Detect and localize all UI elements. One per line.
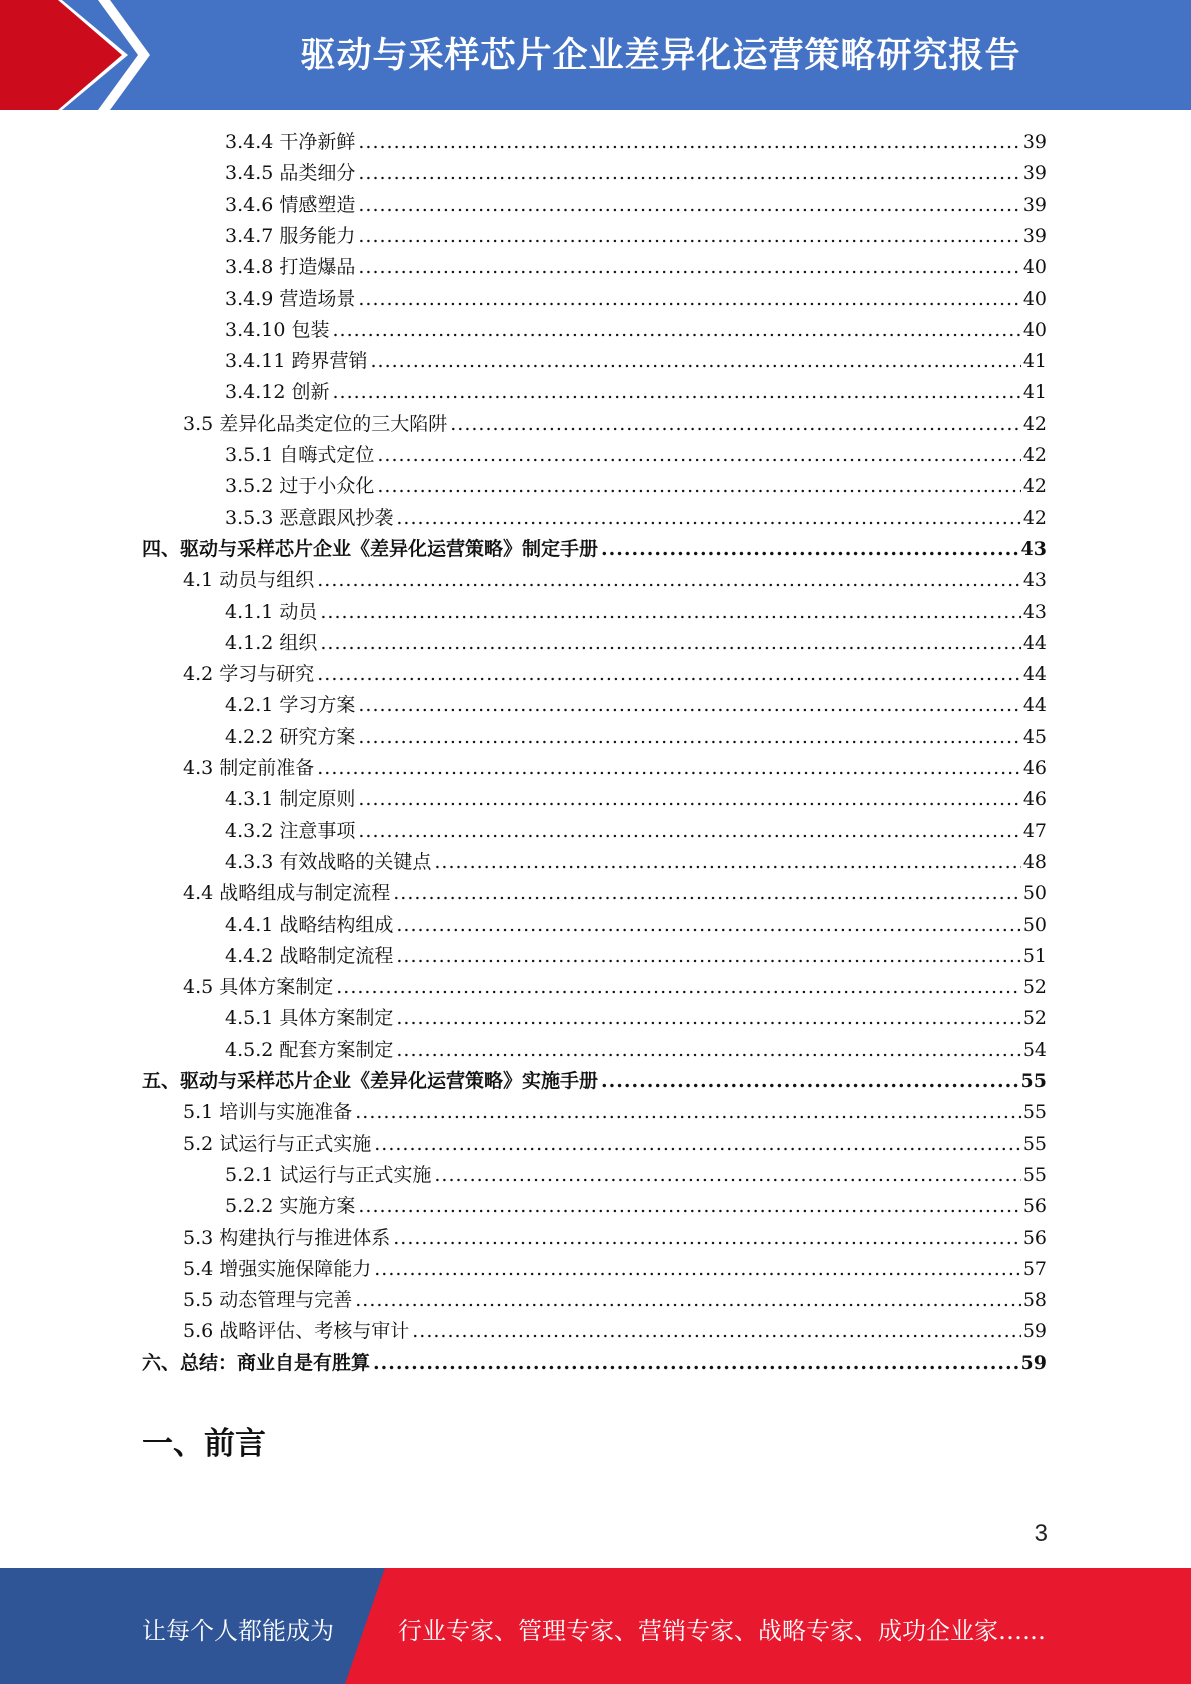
toc-entry-page: 50 [1022, 882, 1047, 905]
toc-entry-label: 3.4.12 创新 [225, 381, 330, 404]
toc-entry-label: 4.5.2 配套方案制定 [225, 1038, 394, 1061]
toc-entry-page: 44 [1022, 631, 1047, 654]
toc-entry-page: 42 [1022, 444, 1047, 466]
toc-entry-label: 5.2.2 实施方案 [225, 1195, 356, 1218]
toc-entry-page: 46 [1022, 788, 1047, 811]
toc-entry-label: 5.5 动态管理与完善 [183, 1289, 353, 1312]
toc-dot-leader [358, 284, 1020, 314]
toc-dot-leader [374, 1129, 1021, 1159]
toc-dot-leader [358, 816, 1020, 846]
toc-dot-leader [320, 597, 1020, 627]
toc-entry[interactable] [183, 1285, 1047, 1315]
page-number: 3 [1034, 1520, 1048, 1547]
toc-entry[interactable] [225, 471, 1047, 501]
toc-entry-label: 4.4 战略组成与制定流程 [183, 882, 391, 905]
toc-entry-label: 3.4.6 情感塑造 [225, 193, 356, 216]
toc-entry-label: 3.4.4 干净新鲜 [225, 131, 356, 153]
toc-entry-page: 39 [1022, 193, 1047, 216]
toc-entry-page: 58 [1022, 1289, 1047, 1312]
toc-dot-leader [601, 534, 1019, 564]
toc-entry-label: 3.4.7 服务能力 [225, 224, 356, 247]
toc-entry[interactable] [225, 1160, 1047, 1190]
toc-dot-leader [373, 1348, 1019, 1378]
toc-entry-page: 39 [1022, 224, 1047, 247]
toc-dot-leader [358, 784, 1020, 814]
toc-entry-page: 44 [1022, 663, 1047, 686]
toc-entry-label: 4.1.1 动员 [225, 600, 318, 623]
toc-entry[interactable] [225, 722, 1047, 752]
toc-entry[interactable] [225, 910, 1047, 940]
section-heading: 一、前言 [142, 1426, 266, 1462]
toc-entry-page: 42 [1022, 412, 1047, 435]
toc-dot-leader [450, 409, 1021, 439]
toc-entry[interactable] [142, 1348, 1047, 1378]
toc-entry-label: 3.4.11 跨界营销 [225, 350, 368, 373]
toc-entry[interactable] [225, 847, 1047, 877]
toc-entry-label: 五、驱动与采样芯片企业《差异化运营策略》实施手册 [142, 1070, 599, 1092]
toc-dot-leader [358, 158, 1020, 188]
toc-entry-page: 40 [1022, 318, 1047, 341]
toc-entry-label: 4.3 制定前准备 [183, 757, 315, 779]
toc-dot-leader [396, 1003, 1020, 1033]
toc-dot-leader [434, 847, 1020, 877]
toc-entry-page: 46 [1022, 757, 1047, 779]
toc-entry-label: 4.1.2 组织 [225, 631, 318, 654]
toc-entry[interactable] [225, 1003, 1047, 1033]
toc-entry[interactable] [225, 315, 1047, 345]
toc-entry-page: 47 [1022, 819, 1047, 842]
page-footer [0, 1568, 1191, 1684]
toc-entry-label: 3.5.2 过于小众化 [225, 475, 375, 498]
toc-entry-label: 4.2.1 学习方案 [225, 694, 356, 717]
toc-entry-label: 4.3.2 注意事项 [225, 819, 356, 842]
toc-entry-label: 4.3.3 有效战略的关键点 [225, 850, 432, 873]
toc-entry-label: 4.1 动员与组织 [183, 569, 315, 592]
toc-entry-page: 45 [1022, 725, 1047, 748]
toc-entry[interactable] [225, 597, 1047, 627]
toc-dot-leader [393, 878, 1021, 908]
toc-entry-page: 59 [1020, 1351, 1047, 1374]
toc-dot-leader [358, 252, 1020, 282]
toc-entry-label: 3.4.10 包装 [225, 318, 330, 341]
toc-entry[interactable] [225, 628, 1047, 658]
toc-entry[interactable] [183, 972, 1047, 1002]
toc-dot-leader [358, 690, 1020, 720]
toc-entry[interactable] [225, 221, 1047, 251]
toc-entry-page: 41 [1022, 350, 1047, 373]
toc-dot-leader [355, 1097, 1021, 1127]
toc-entry-label: 4.2 学习与研究 [183, 663, 315, 686]
toc-entry-page: 55 [1022, 1163, 1047, 1186]
toc-dot-leader [396, 910, 1020, 940]
toc-entry-page: 43 [1020, 537, 1047, 560]
toc-dot-leader [374, 1254, 1021, 1284]
toc-entry-page: 54 [1022, 1038, 1047, 1061]
footer-slogan-right: 行业专家、管理专家、营销专家、战略专家、成功企业家…… [398, 1617, 1046, 1645]
toc-entry-page: 40 [1022, 287, 1047, 310]
toc-dot-leader [358, 1191, 1020, 1221]
toc-dot-leader [358, 221, 1020, 251]
toc-entry-page: 55 [1020, 1070, 1047, 1092]
toc-entry[interactable] [225, 1035, 1047, 1065]
toc-entry-label: 5.1 培训与实施准备 [183, 1101, 353, 1124]
toc-entry-label: 4.3.1 制定原则 [225, 788, 356, 811]
toc-entry-page: 55 [1022, 1132, 1047, 1155]
toc-entry[interactable] [183, 659, 1047, 689]
toc-dot-leader [396, 941, 1020, 971]
toc-entry-page: 57 [1022, 1257, 1047, 1280]
toc-dot-leader [332, 315, 1020, 345]
toc-dot-leader [370, 346, 1020, 376]
toc-entry-page: 55 [1022, 1101, 1047, 1124]
toc-entry-page: 59 [1022, 1320, 1047, 1343]
toc-entry-page: 48 [1022, 850, 1047, 873]
toc-entry-label: 3.5 差异化品类定位的三大陷阱 [183, 412, 448, 435]
toc-entry[interactable] [183, 409, 1047, 439]
toc-entry-page: 39 [1022, 131, 1047, 153]
toc-entry[interactable] [183, 565, 1047, 595]
toc-entry[interactable] [225, 158, 1047, 188]
toc-entry-label: 3.4.9 营造场景 [225, 287, 356, 310]
toc-dot-leader [320, 628, 1020, 658]
toc-entry[interactable] [225, 784, 1047, 814]
toc-entry-label: 3.4.5 品类细分 [225, 162, 356, 185]
footer-slogan-left: 让每个人都能成为 [142, 1617, 334, 1645]
toc-entry[interactable] [183, 1316, 1047, 1346]
toc-entry-page: 42 [1022, 506, 1047, 529]
toc-entry-label: 四、驱动与采样芯片企业《差异化运营策略》制定手册 [142, 537, 599, 560]
toc-entry-label: 5.2.1 试运行与正式实施 [225, 1163, 432, 1186]
toc-entry-page: 50 [1022, 913, 1047, 936]
toc-entry-page: 41 [1022, 381, 1047, 404]
toc-entry[interactable] [225, 346, 1047, 376]
toc-entry-page: 52 [1022, 976, 1047, 999]
toc-entry[interactable] [183, 1129, 1047, 1159]
toc-entry-label: 4.4.2 战略制定流程 [225, 944, 394, 967]
report-title: 驱动与采样芯片企业差异化运营策略研究报告 [300, 36, 1021, 76]
toc-entry[interactable] [142, 1066, 1047, 1096]
toc-entry-label: 3.4.8 打造爆品 [225, 256, 356, 279]
toc-dot-leader [317, 565, 1021, 595]
toc-dot-leader [601, 1066, 1019, 1096]
toc-entry-label: 3.5.1 自嗨式定位 [225, 444, 375, 466]
toc-dot-leader [412, 1316, 1021, 1346]
toc-entry-page: 56 [1022, 1226, 1047, 1249]
toc-entry-label: 5.6 战略评估、考核与审计 [183, 1320, 410, 1343]
toc-entry[interactable] [225, 1191, 1047, 1221]
toc-dot-leader [434, 1160, 1020, 1190]
toc-entry[interactable] [225, 127, 1047, 157]
toc-entry-label: 六、总结：商业自是有胜算 [142, 1351, 371, 1374]
toc-dot-leader [393, 1223, 1021, 1253]
toc-dot-leader [358, 190, 1020, 220]
toc-entry[interactable] [225, 816, 1047, 846]
toc-dot-leader [377, 440, 1020, 470]
toc-entry-page: 43 [1022, 600, 1047, 623]
toc-entry[interactable] [225, 941, 1047, 971]
toc-dot-leader [355, 1285, 1021, 1315]
toc-dot-leader [396, 1035, 1020, 1065]
toc-entry-page: 39 [1022, 162, 1047, 185]
toc-entry[interactable] [183, 753, 1047, 783]
toc-dot-leader [317, 659, 1021, 689]
toc-dot-leader [358, 722, 1020, 752]
toc-entry[interactable] [225, 503, 1047, 533]
toc-entry-label: 3.5.3 恶意跟风抄袭 [225, 506, 394, 529]
toc-entry[interactable] [225, 377, 1047, 407]
toc-dot-leader [336, 972, 1021, 1002]
red-chevron-decoration [0, 0, 160, 110]
page-header [0, 0, 1191, 110]
toc-entry[interactable] [225, 284, 1047, 314]
toc-entry[interactable] [183, 878, 1047, 908]
toc-entry[interactable] [183, 1254, 1047, 1284]
toc-entry[interactable] [225, 252, 1047, 282]
toc-entry-label: 4.2.2 研究方案 [225, 725, 356, 748]
toc-dot-leader [396, 503, 1020, 533]
toc-entry-label: 4.4.1 战略结构组成 [225, 913, 394, 936]
toc-dot-leader [358, 127, 1020, 157]
toc-entry-label: 5.3 构建执行与推进体系 [183, 1226, 391, 1249]
toc-entry-page: 51 [1022, 944, 1047, 967]
toc-entry[interactable] [225, 190, 1047, 220]
toc-entry-page: 42 [1022, 475, 1047, 498]
toc-entry-label: 4.5.1 具体方案制定 [225, 1007, 394, 1030]
toc-entry[interactable] [183, 1097, 1047, 1127]
toc-entry-label: 4.5 具体方案制定 [183, 976, 334, 999]
toc-entry-page: 43 [1022, 569, 1047, 592]
toc-entry-page: 52 [1022, 1007, 1047, 1030]
toc-entry-label: 5.4 增强实施保障能力 [183, 1257, 372, 1280]
toc-entry-page: 40 [1022, 256, 1047, 279]
toc-entry[interactable] [183, 1223, 1047, 1253]
toc-dot-leader [317, 753, 1021, 783]
toc-dot-leader [332, 377, 1020, 407]
toc-entry-page: 56 [1022, 1195, 1047, 1218]
toc-entry[interactable] [225, 690, 1047, 720]
toc-entry[interactable] [225, 440, 1047, 470]
toc-entry-label: 5.2 试运行与正式实施 [183, 1132, 372, 1155]
toc-entry-page: 44 [1022, 694, 1047, 717]
toc-dot-leader [377, 471, 1020, 501]
toc-entry[interactable] [142, 534, 1047, 564]
